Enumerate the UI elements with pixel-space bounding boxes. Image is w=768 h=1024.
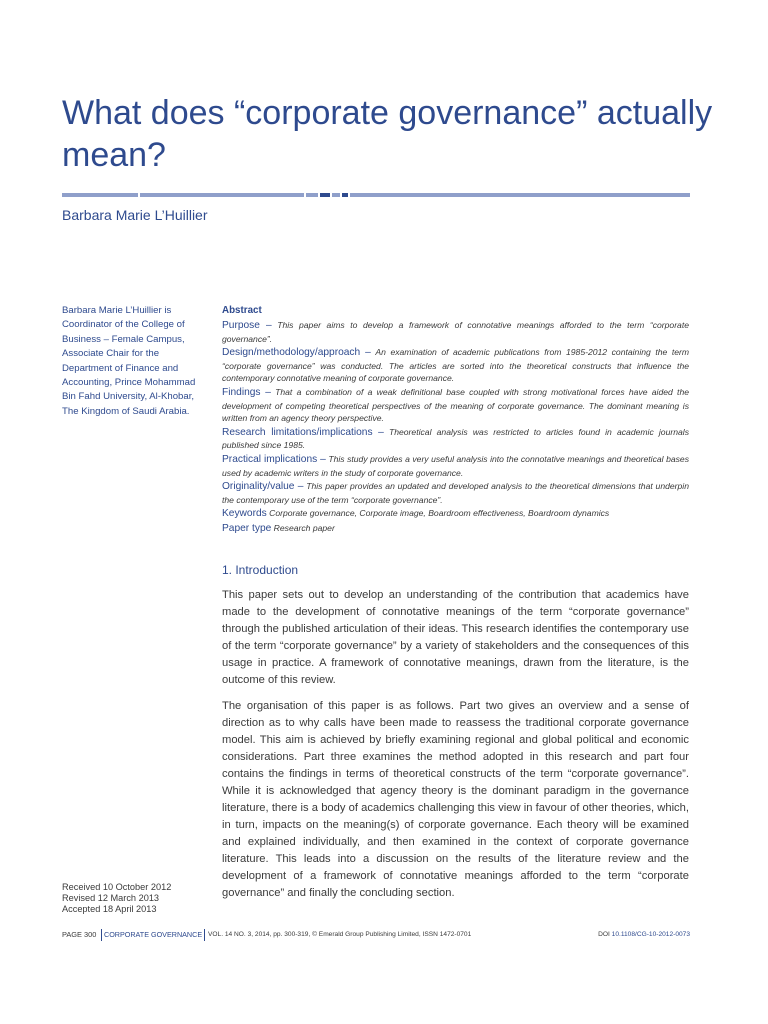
main-column — [222, 305, 689, 911]
accepted-date: Accepted 18 April 2013 — [62, 904, 157, 915]
title-rule-segment — [342, 193, 348, 197]
author-name: Barbara Marie L’Huillier — [62, 207, 208, 223]
abstract-design — [222, 346, 689, 385]
abstract-text: Research paper — [273, 522, 335, 533]
title-rule-segment — [320, 193, 330, 197]
title-rule-segment — [62, 193, 138, 197]
page-number: PAGE 300 — [62, 930, 97, 939]
journal-name: CORPORATE GOVERNANCE — [104, 930, 203, 939]
abstract-originality — [222, 480, 689, 506]
doi-link[interactable]: 10.1108/CG-10-2012-0073 — [611, 931, 690, 938]
abstract-text: This paper aims to develop a framework of connotative meanings afforded to the term “corporate governance”. — [222, 320, 689, 344]
abstract-limitations — [222, 426, 689, 452]
title-rule-segment — [332, 193, 340, 197]
paper-title: What does “corporate governance” actually mean? — [62, 94, 713, 174]
abstract-text: This study provides a very useful analysis into the connotative meanings and theoretical bases used by academic writers in the study of corporate governance. — [222, 453, 689, 478]
title-rule-segment — [350, 193, 690, 197]
abstract-purpose — [222, 319, 689, 345]
title-rule-segment — [306, 193, 318, 197]
abstract-label: Keywords — [222, 508, 267, 520]
body-paragraph: The organisation of this paper is as follows. Part two gives an overview and a sense of direction as to why calls have been made to reassess the traditional corporate governance model. This aim is achieved by briefly examining regional and global political and economic considerations. Part three examines the method adopted in this research and part four contains the findings in terms of theoretical constructs of the term “corporate governance”. While it is acknowledged that agency theory is the dominant paradigm in the governance literature, there is a body of academics challenging this view in favour of other theories, which, in turn, impacts on the meaning(s) of corporate governance. Each theory will be examined and explained individually, and then examined in the context of corporate governance literature. This leads into a discussion on the results of the literature review and the development of a framework of connotative meanings afforded to the term “corporate governance” and finally the concluding section. — [222, 699, 689, 899]
abstract-label: Purpose – — [222, 320, 272, 331]
abstract-text: An examination of academic publications from 1985-2012 containing the term “corporate governance” was conducted. The articles are sorted into the theoretical constructs that influence the contemporary connotative meaning of corporate governance. — [222, 347, 690, 384]
doi-label: DOI — [598, 931, 610, 938]
abstract-findings — [222, 386, 689, 425]
page-footer — [62, 929, 690, 941]
abstract-label: Research limitations/implications – — [222, 426, 384, 438]
abstract-text: Corporate governance, Corporate image, Boardroom effectiveness, Boardroom dynamics — [269, 508, 610, 519]
abstract-label: Paper type — [222, 522, 272, 534]
revised-date: Revised 12 March 2013 — [62, 893, 160, 904]
author-bio: Barbara Marie L’Huillier is Coordinator of the College of Business – Female Campus, Associate Chair for the Department of Finance and Accounting, Prince Mohammad Bin Fahd University, Al-Khobar, The Kingdom of Saudi Arabia. — [62, 305, 196, 417]
volume-info: VOL. 14 NO. 3, 2014, pp. 300-319, © Emerald Group Publishing Limited, ISSN 1472-0701 — [208, 931, 472, 938]
doi — [598, 931, 690, 938]
abstract-label: Originality/value – — [222, 481, 304, 493]
abstract-text: Theoretical analysis was restricted to articles found in academic journals published since 1985. — [222, 426, 689, 451]
footer-divider — [204, 929, 205, 941]
received-date: Received 10 October 2012 — [62, 882, 172, 892]
body-paragraph: This paper sets out to develop an understanding of the contribution that academics have made to the development of connotative meanings of the term “corporate governance” through the published articulation of their ideas. This research identifies the contemporary use of the term “corporate governance” by a variety of stakeholders and the consequences of this usage in practice. A framework of connotative meanings, drawn from the literature, is the outcome of this review. — [222, 588, 689, 686]
abstract-heading: Abstract — [222, 305, 262, 316]
abstract-paper-type — [222, 522, 689, 536]
title-rule-segment — [140, 193, 304, 197]
footer-divider — [101, 929, 102, 941]
submission-dates — [62, 882, 212, 916]
abstract-label: Practical implications – — [222, 453, 326, 465]
abstract-label: Design/methodology/approach – — [222, 347, 371, 359]
abstract-practical — [222, 453, 689, 479]
abstract-text: That a combination of a weak definitional base coupled with strong motivational forces have aided the development of competing theoretical perspectives of the meaning of corporate governance. The dominant meaning is written from an agency theory perspective. — [222, 386, 689, 424]
abstract-label: Findings – — [222, 386, 271, 398]
section-heading: 1. Introduction — [222, 562, 299, 577]
abstract-keywords — [222, 507, 689, 521]
abstract-text: This paper provides an updated and developed analysis to the theoretical dimensions that underpin the contemporary use of the term “corporate governance”. — [222, 481, 689, 505]
